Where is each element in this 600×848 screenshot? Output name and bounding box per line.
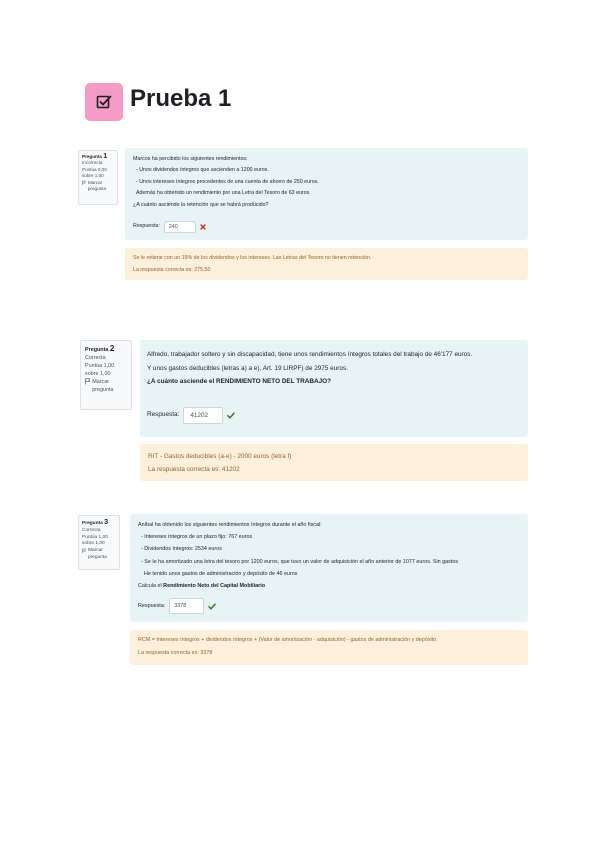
flag-icon [82,180,86,186]
question-content-3 [130,514,528,622]
feedback-box-3 [130,630,528,665]
question-prompt: ¿A cuánto asciende el RENDIMIENTO NETO DEL TRABAJO? [147,378,332,386]
correct-answer: La respuesta correcta es: 275,50 [133,267,211,273]
quiz-icon-badge [85,83,123,121]
question-text: Marcos ha percibido los siguientes rendimientos: [133,156,248,162]
question-content-1 [125,148,528,240]
question-text: - Se le ha amortizado una letra del tesoro por 1200 euros, que tuvo un valor de adquisición el año anterior de 1077 euros. Sin gastos [141,558,459,565]
general-feedback: RIT - Gastos deducibles (a-e) - 2000 euros (letra f) [148,453,292,460]
question-info-2 [80,340,132,410]
flag-icon [85,378,90,385]
question-prompt: Calcula el Rendimiento Neto del Capital Mobiliario [138,583,266,590]
answer-input[interactable]: 240 [164,221,196,233]
check-icon [227,412,235,419]
question-score: Puntúa 0,00 sobre 1,00 [82,166,107,179]
general-feedback: RCM = Intereses íntegros + dividendos íntegros + (Valor de amortización - adquisición) - gastos de administración y depósito. [138,637,438,643]
checklist-icon [96,94,112,110]
flag-question-link[interactable]: Marcar pregunta [82,180,114,193]
question-content-2 [140,340,528,437]
question-score: Puntúa 1,00 sobre 1,00 [82,534,108,547]
question-number: Pregunta 2 [85,344,115,353]
question-text: - Dividendos íntegros: 2534 euros [141,546,222,553]
answer-row [133,221,520,233]
question-status: Correcta [82,527,101,533]
feedback-box-1 [125,248,528,280]
answer-input[interactable]: 41202 [183,407,223,424]
question-prompt: ¿A cuánto asciende la retención que se habrá producido? [133,201,269,208]
question-number: Pregunta 3 [82,517,109,526]
answer-row [138,598,520,614]
correct-answer: La respuesta correcta es: 3378 [138,650,213,656]
question-text: He tenido unos gastos de administración y depósito de 46 euros [144,570,298,577]
answer-input[interactable]: 3378 [169,598,204,614]
answer-row [147,407,521,424]
question-status: Correcta [85,355,106,361]
question-info-1 [78,150,118,205]
question-text: - Intereses íntegros de un plazo fijo: 767 euros [141,534,253,541]
general-feedback: Se le retiene con un 19% de los dividendos y los intereses. Las Letras del Tesoro no tienen retención. [133,255,372,261]
question-text: Y unos gastos deducibles (letras a) a e), Art. 19 LIRPF) de 2975 euros. [147,364,348,372]
flag-question-link[interactable]: Marcar pregunta [85,378,127,394]
question-number: Pregunta 1 [82,153,108,160]
cross-icon [200,224,206,230]
question-text: Además ha obtenido un rendimiento por una Letra del Tesoro de 63 euros [136,190,310,197]
answer-label: Respuesta: [133,223,160,230]
feedback-box-2 [140,444,528,481]
question-status: Incorrecta [82,160,103,166]
question-text: - Unos dividendos íntegros que ascienden a 1200 euros. [136,167,269,174]
page-title: Prueba 1 [130,85,232,112]
flag-icon [82,548,86,554]
question-text: Alfredo, trabajador soltero y sin discapacidad, tiene unos rendimientos íntegros totales del trabajo de 46'177 euros. [147,351,473,358]
question-score: Puntúa 1,00 sobre 1,00 [85,363,115,377]
answer-label: Respuesta: [138,603,166,610]
check-icon [208,603,216,610]
flag-question-link[interactable]: Marcar pregunta [82,548,116,562]
question-text: - Unos intereses íntegros procedentes de una cuenta de ahorro de 250 euros. [136,178,319,185]
question-info-3 [78,515,120,570]
correct-answer: La respuesta correcta es: 41202 [148,466,240,473]
question-text: Aníbal ha obtenido los siguientes rendimientos íntegros durante el año fiscal: [138,522,322,528]
answer-label: Respuesta: [147,411,180,419]
